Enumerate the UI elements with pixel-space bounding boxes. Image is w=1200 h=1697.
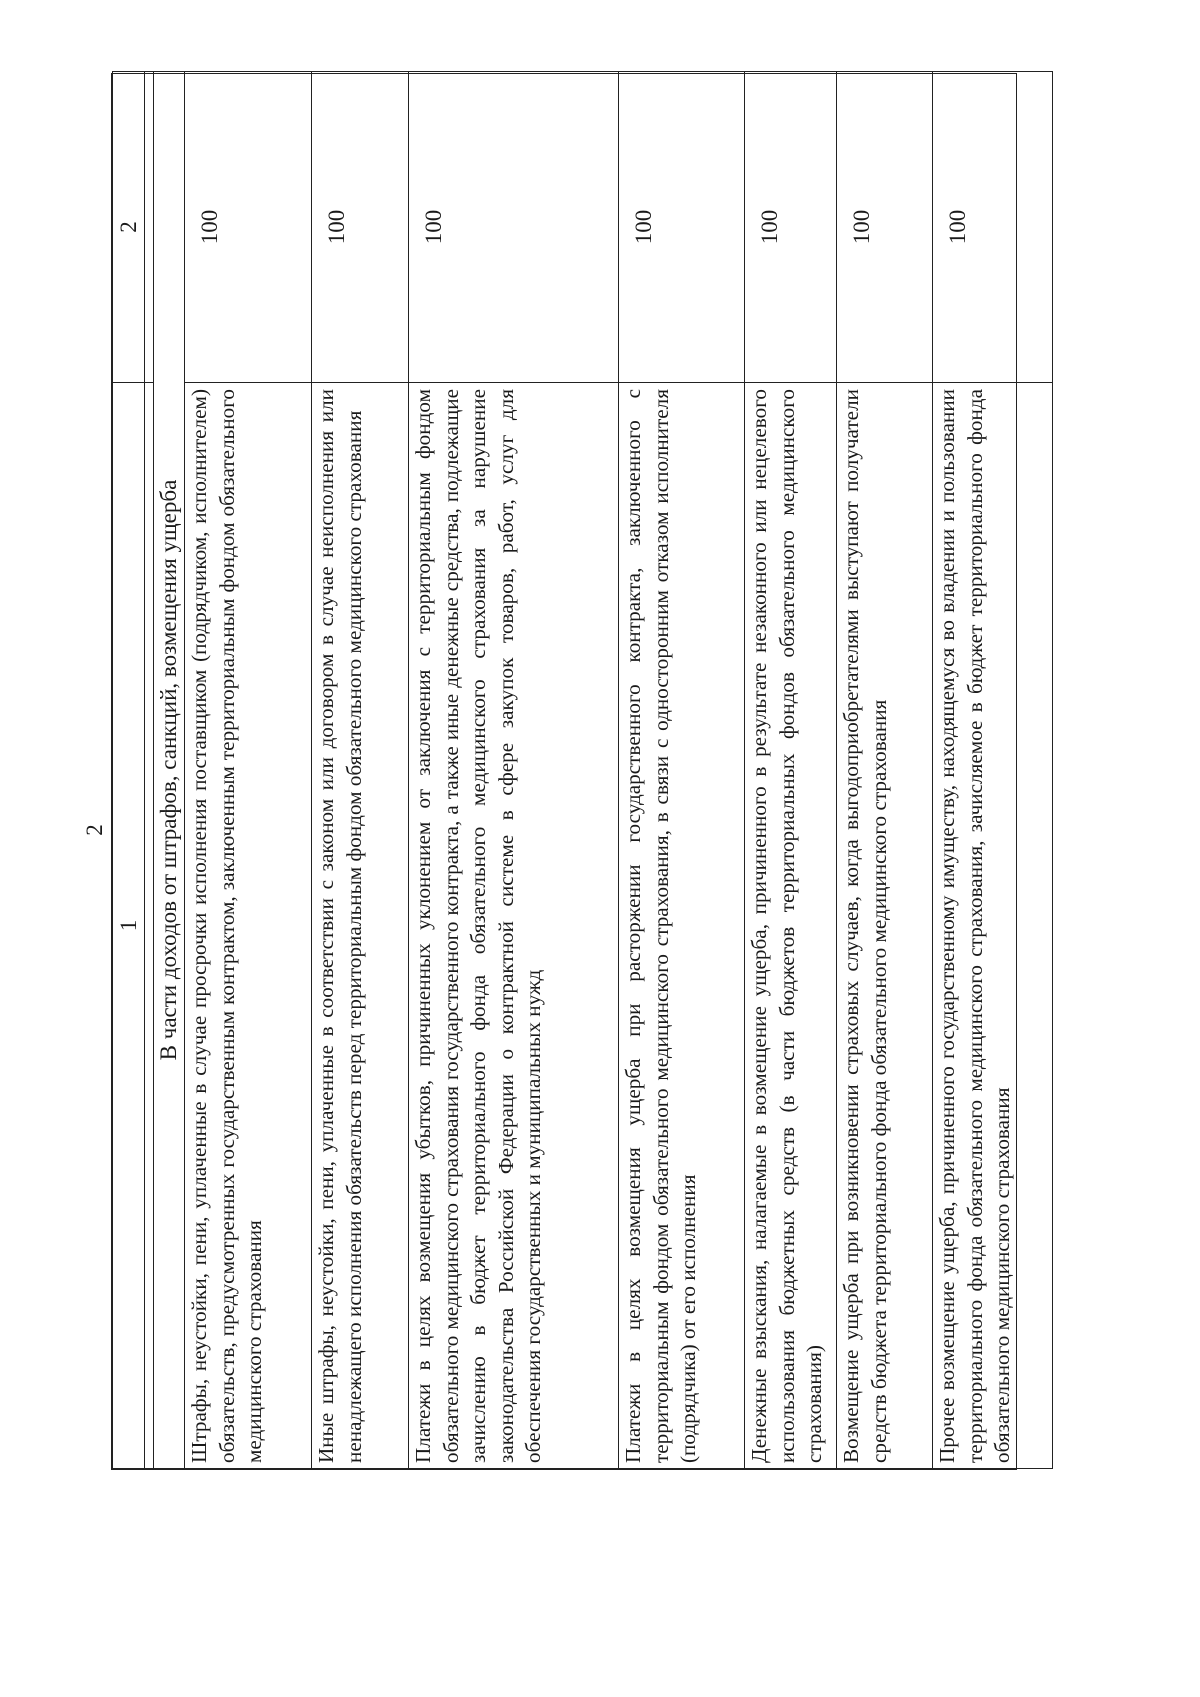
page-number-text: 2: [82, 824, 107, 836]
column-header-2: 2: [113, 72, 145, 383]
revenue-table: [111, 73, 1017, 1470]
spacer-cell: [145, 383, 154, 1469]
row-value: 100: [837, 72, 933, 383]
row-value: 100: [933, 72, 1053, 383]
table-row: [933, 72, 1053, 1469]
revenue-table-grid: [112, 71, 1053, 1469]
spacer-cell: [145, 72, 154, 383]
header-row: [113, 72, 145, 1469]
table-row: [745, 72, 837, 1469]
row-description: Платежи в целях возмещения ущерба при расторжении государственного контракта, заключенного с территориальным фондом обязательного медицинского страхования, в связи с односторонним отказом исполнителя (подрядчика) от его исполнения: [619, 383, 745, 1469]
table-row: [837, 72, 933, 1469]
row-description: Штрафы, неустойки, пени, уплаченные в случае просрочки исполнения поставщиком (подрядчиком, исполнителем) обязательств, предусмотренных государственным контрактом, заключенным территориальным фондом обязательного медицинского страхования: [185, 383, 312, 1469]
row-value: 100: [745, 72, 837, 383]
page-number: [75, 800, 115, 860]
row-description: Денежные взыскания, налагаемые в возмещение ущерба, причиненного в результате незаконного или нецелевого использования бюджетных средств (в части бюджетов территориальных фондов обязательного медицинского страхования): [745, 383, 837, 1469]
row-value: 100: [619, 72, 745, 383]
table-row: [619, 72, 745, 1469]
row-value: 100: [185, 72, 312, 383]
row-description: Платежи в целях возмещения убытков, причиненных уклонением от заключения с территориальным фондом обязательного медицинского страхования государственного контракта, а также иные денежные средства, подлежащие зачислению в бюджет территориального фонда обязательного медицинского страхования за нарушение законодательства Российской Федерации о контрактной системе в сфере закупок товаров, работ, услуг для обеспечения государственных и муниципальных нужд: [409, 383, 619, 1469]
row-description: Прочее возмещение ущерба, причиненного государственному имуществу, находящемуся во владении и пользовании территориального фонда обязательного медицинского страхования, зачисляемое в бюджет территориального фонда обязательного медицинского страхования: [933, 383, 1053, 1469]
column-header-1: 1: [113, 383, 145, 1469]
table-row: [312, 72, 409, 1469]
table-row: [185, 72, 312, 1469]
row-description: Возмещение ущерба при возникновении страховых случаев, когда выгодоприобретателями выступают получатели средств бюджета территориального фонда обязательного медицинского страхования: [837, 383, 933, 1469]
table-row: [409, 72, 619, 1469]
section-title: В части доходов от штрафов, санкций, возмещения ущерба: [154, 72, 185, 1469]
row-value: 100: [409, 72, 619, 383]
row-value: 100: [312, 72, 409, 383]
section-row: [154, 72, 185, 1469]
row-description: Иные штрафы, неустойки, пени, уплаченные в соответствии с законом или договором в случае неисполнения или ненадлежащего исполнения обязательств перед территориальным фондом обязательного медицинского страхования: [312, 383, 409, 1469]
spacer-row: [145, 72, 154, 1469]
